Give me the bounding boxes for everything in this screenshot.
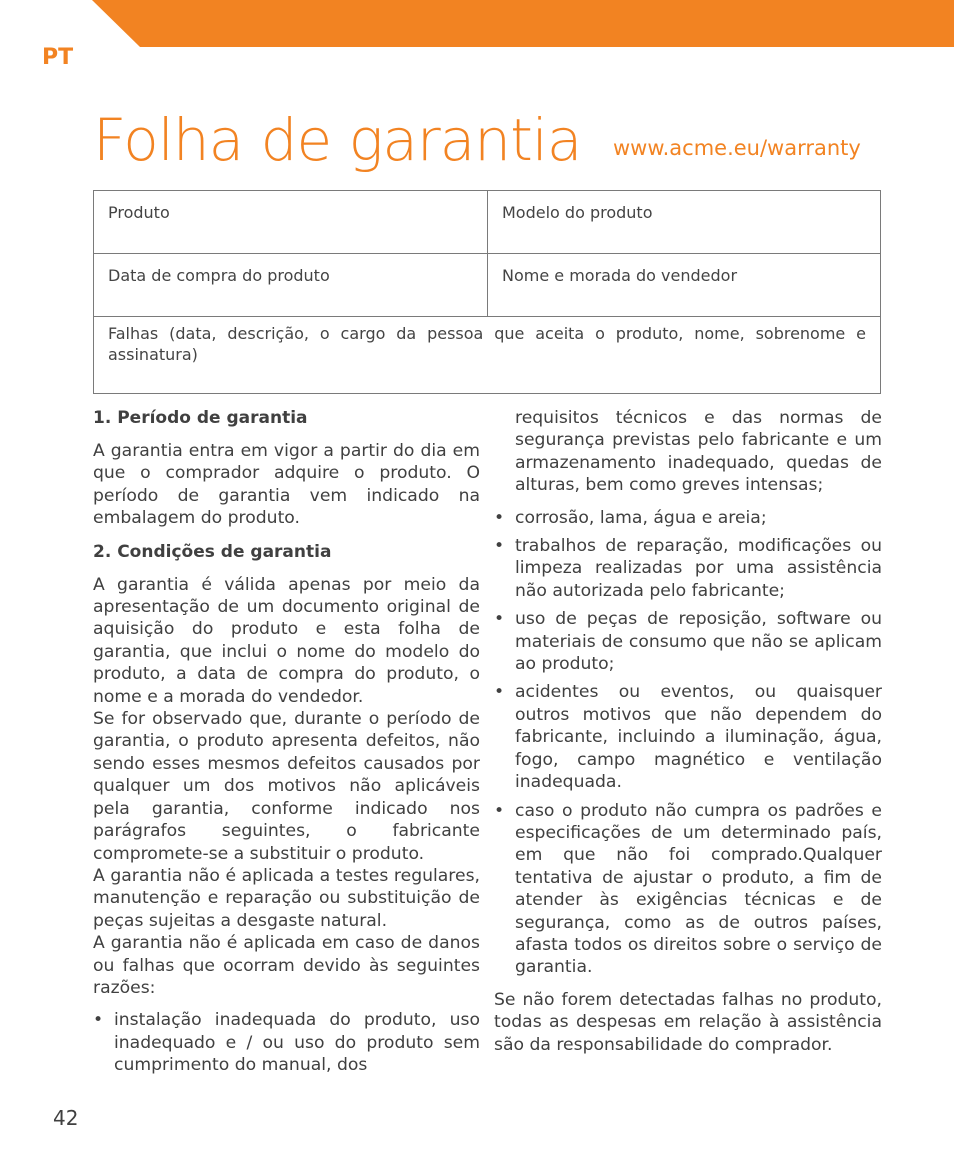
section1-heading: 1. Período de garantia	[93, 408, 308, 428]
section2-heading: 2. Condições de garantia	[93, 541, 332, 562]
language-label: PT	[42, 45, 74, 70]
bullet-icon: •	[494, 609, 505, 630]
list-item: • instalação inadequada do produto, uso inadequado e / ou uso do produto sem cumprimento do manual, dos	[93, 1010, 480, 1076]
purchase-date-field[interactable]	[94, 254, 488, 317]
model-field[interactable]	[488, 191, 880, 254]
product-field[interactable]	[94, 191, 488, 254]
exclusion-list-continued	[494, 507, 882, 979]
closing-paragraph: Se não forem detectadas falhas no produto, todas as despesas em relação à assistência são da responsabilidade do comprador.	[494, 989, 882, 1055]
left-column	[93, 406, 480, 1087]
bullet-icon: •	[494, 507, 505, 528]
section2-paragraph-4: A garantia não é aplicada em caso de danos ou falhas que ocorram devido às seguintes razões:	[93, 933, 480, 998]
warranty-url[interactable]: www.acme.eu/warranty	[613, 136, 861, 160]
section2-paragraph-2: Se for observado que, durante o período de garantia, o produto apresenta defeitos, não sendo esses mesmos defeitos causados por qualquer um dos motivos não aplicáveis pela garantia, conforme indicado nos parágrafos seguintes, o fabricante compromete-se a substituir o produto.	[93, 709, 480, 864]
warranty-form-table	[93, 190, 881, 394]
bullet-icon: •	[494, 536, 505, 557]
list-item: • uso de peças de reposição, software ou materiais de consumo que não se aplicam ao produto;	[494, 609, 882, 675]
bullet-icon: •	[93, 1010, 104, 1031]
section1-paragraph: A garantia entra em vigor a partir do dia em que o comprador adquire o produto. O período de garantia vem indicado na embalagem do produto.	[93, 441, 480, 529]
product-label: Produto	[108, 203, 170, 222]
list-item: • acidentes ou eventos, ou quaisquer outros motivos que não dependem do fabricante, incluindo a iluminação, água, fogo, campo magnético e ventilação inadequada.	[494, 682, 882, 793]
faults-field[interactable]	[94, 317, 880, 393]
seller-field[interactable]	[488, 254, 880, 317]
list-item: • caso o produto não cumpra os padrões e especificações de um determinado país, em que não foi comprado.Qualquer tentativa de ajustar o produto, a fim de atender às exigências técnicas e de segurança, como as de outros países, afasta todos os direitos sobre o serviço de garantia.	[494, 800, 882, 978]
purchase-date-label: Data de compra do produto	[108, 266, 330, 285]
page-title: Folha de garantia	[93, 106, 582, 174]
page-number: 42	[53, 1106, 79, 1130]
seller-label: Nome e morada do vendedor	[502, 266, 738, 285]
bullet-icon: •	[494, 682, 505, 703]
list-item: • corrosão, lama, água e areia;	[494, 507, 767, 528]
bullet-icon: •	[494, 800, 505, 821]
section2-paragraph-3: A garantia não é aplicada a testes regulares, manutenção e reparação ou substituição de peças sujeitas a desgaste natural.	[93, 865, 480, 931]
right-column	[494, 407, 882, 1066]
model-label: Modelo do produto	[502, 203, 653, 222]
section2-paragraph-1: A garantia é válida apenas por meio da apresentação de um documento original de aquisição do produto e esta folha de garantia, que inclui o nome do modelo do produto, a data de compra do produto, o nome e a morada do vendedor.	[93, 574, 480, 707]
faults-label: Falhas (data, descrição, o cargo da pessoa que aceita o produto, nome, sobrenome e assinatura)	[108, 324, 866, 364]
list-item: • trabalhos de reparação, modificações ou limpeza realizadas por uma assistência não autorizada pelo fabricante;	[494, 536, 882, 601]
header-orange-band	[0, 0, 954, 50]
exclusion-list	[93, 1009, 480, 1076]
list-item-continuation: requisitos técnicos e das normas de segurança previstas pelo fabricante e um armazenamento inadequado, quedas de alturas, bem como greves intensas;	[515, 408, 882, 496]
